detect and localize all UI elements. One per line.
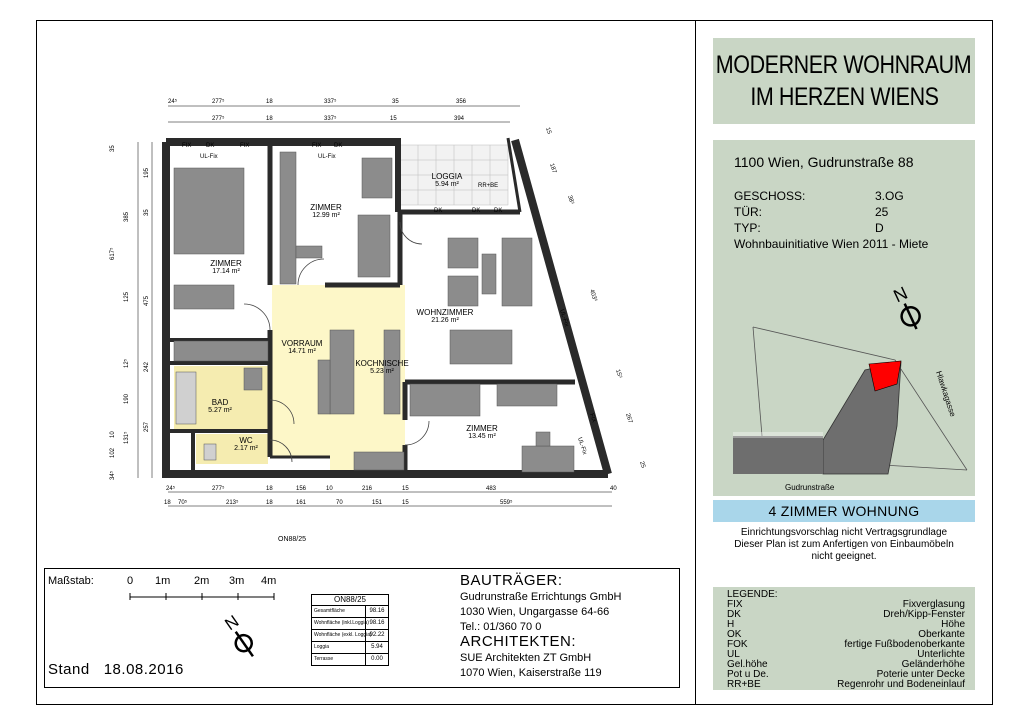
dim-label: 156 (296, 486, 307, 492)
window-label: DK (494, 208, 503, 214)
room-label-living (410, 308, 480, 324)
detail-value-type: D (875, 221, 884, 235)
dim-label: 15 (390, 116, 397, 122)
dim-label: 267 (624, 412, 633, 425)
legend-meaning: Oberkante (918, 629, 965, 640)
dim-label: 34⁵ (110, 470, 116, 480)
dim-label: 190 (124, 393, 130, 404)
address: 1100 Wien, Gudrunstraße 88 (734, 154, 914, 170)
legend-meaning: Dreh/Kipp-Fenster (883, 609, 965, 620)
dim-label: 35 (392, 99, 399, 105)
dim-label: 18 (266, 99, 273, 105)
architect-heading: ARCHITEKTEN: (460, 633, 577, 650)
dim-label: 257 (144, 421, 150, 432)
scale-tick-label: 0 (127, 575, 134, 587)
room-area: 17.14 m² (212, 268, 240, 275)
room-area: 13.45 m² (468, 433, 496, 440)
dim-label: 18 (266, 116, 273, 122)
window-label: FIX (588, 412, 597, 424)
room-area: 14.71 m² (288, 348, 316, 355)
dim-label: 337⁵ (324, 116, 337, 122)
room-label-bedroom-2 (296, 203, 356, 219)
room-label-bedroom-1 (196, 259, 256, 275)
legend-abbr: H (727, 619, 735, 630)
area-label: Terrasse (314, 656, 334, 662)
area-row (312, 642, 388, 654)
area-label: Loggia (314, 644, 330, 650)
area-label: Wohnfläche (inkl.Loggia) (314, 620, 369, 626)
window-label: DK (434, 208, 443, 214)
dim-label: 277⁵ (212, 486, 225, 492)
window-label: UL-Fix (318, 154, 336, 160)
dim-label: 10 (110, 431, 116, 438)
window-label: FIX (182, 143, 192, 149)
dim-label: 213⁵ (226, 500, 239, 506)
room-label-hall (278, 339, 326, 355)
scale-tick-label: 3m (229, 575, 245, 587)
dim-label: 15 (402, 500, 409, 506)
detail-value-floor: 3.OG (875, 189, 904, 203)
dim-label: 242 (144, 361, 150, 372)
room-area: 5.27 m² (208, 407, 232, 414)
area-row (312, 630, 388, 642)
room-name: WOHNZIMMER (416, 308, 474, 317)
area-table (311, 594, 389, 666)
title-panel (713, 38, 975, 124)
dim-label: 18 (164, 500, 171, 506)
room-label-bedroom-3 (452, 424, 512, 440)
room-name: VORRAUM (281, 339, 323, 348)
area-row (312, 606, 388, 618)
legend-meaning: fertige Fußbodenoberkante (844, 639, 965, 650)
window-label: DK (206, 143, 215, 149)
dim-label: 35 (144, 209, 150, 216)
dim-label: 24⁵ (166, 486, 176, 492)
apartment-type-banner: 4 ZIMMER WOHNUNG (713, 500, 975, 522)
legend-meaning: Unterlichte (917, 649, 965, 660)
dim-label: 559⁵ (500, 500, 513, 506)
note-line-3: nicht geeignet. (811, 551, 877, 562)
room-label-bath (202, 398, 238, 414)
title-line-2: IM HERZEN WIENS (749, 83, 939, 111)
area-row (312, 654, 388, 665)
detail-value-door: 25 (875, 205, 889, 219)
scale-tick-label: 1m (155, 575, 171, 587)
window-label: FIX (240, 143, 250, 149)
legend-abbr: FIX (727, 599, 743, 610)
dim-label: 617⁵ (110, 247, 116, 260)
room-area: 12.99 m² (312, 212, 340, 219)
window-label: DK (334, 143, 343, 149)
room-name: WC (239, 436, 253, 445)
room-name: ZIMMER (466, 424, 498, 433)
area-table-title: ON88/25 (312, 595, 388, 606)
scale-tick-label: 2m (194, 575, 210, 587)
legend-abbr: DK (727, 609, 741, 620)
note-line-2: Dieser Plan ist zum Anfertigen von Einbaumöbeln (734, 539, 954, 550)
scale-tick-label: 4m (261, 575, 277, 587)
dim-label: 483 (486, 486, 497, 492)
window-label: UL-Fix (576, 436, 588, 456)
architect-line: SUE Architekten ZT GmbH (460, 652, 592, 664)
dim-label: 35 (110, 145, 116, 152)
dim-label: 15⁵ (614, 368, 623, 380)
street-label-gudrunstrasse: Gudrunstraße (785, 483, 835, 492)
sidebar-divider (695, 20, 696, 705)
site-plan (713, 260, 975, 496)
dim-label: 151 (372, 500, 383, 506)
dim-label: 15 (544, 126, 552, 135)
room-name: ZIMMER (310, 203, 342, 212)
dim-label: 70 (336, 500, 343, 506)
area-value: 98.16 (365, 606, 388, 617)
dim-label: 38⁵ (566, 194, 575, 206)
legend-title: LEGENDE: (727, 589, 778, 600)
legend-row (727, 680, 965, 690)
dim-label: 385 (124, 211, 130, 222)
legend-abbr: Pot u De. (727, 669, 769, 680)
dim-label: 394 (454, 116, 465, 122)
window-label: DK (472, 208, 481, 214)
area-value: 0.00 (365, 654, 388, 665)
window-label: UL-Fix (558, 308, 570, 328)
legend-meaning: Höhe (941, 619, 965, 630)
legend-meaning: Poterie unter Decke (876, 669, 965, 680)
room-area: 5.23 m² (370, 368, 394, 375)
dim-label: 216 (362, 486, 373, 492)
architect-line: 1070 Wien, Kaiserstraße 119 (460, 667, 602, 679)
window-label: FIX (312, 143, 322, 149)
legend-abbr: Gel.höhe (727, 659, 768, 670)
dim-label: 25 (638, 460, 646, 469)
stand-label: Stand (48, 661, 90, 678)
scale-bar (129, 591, 277, 601)
dim-label: 161 (296, 500, 307, 506)
dim-label: 12⁵ (124, 358, 130, 368)
room-name: KOCHNISCHE (355, 359, 409, 368)
dim-label: 40 (610, 486, 617, 492)
dim-label: 18 (266, 486, 273, 492)
room-label-wc (226, 436, 266, 452)
legend-meaning: Fixverglasung (902, 599, 965, 610)
dim-label: 356 (456, 99, 467, 105)
north-arrow-icon (888, 282, 925, 333)
room-name: ZIMMER (210, 259, 242, 268)
street-label-hlawkagasse: Hlawkagasse (934, 369, 958, 418)
scale-north-label: N (221, 611, 243, 635)
dim-label: 102 (110, 447, 116, 458)
dim-label: 15 (402, 486, 409, 492)
dim-label: 403⁵ (588, 288, 598, 303)
developer-heading: BAUTRÄGER: (460, 572, 563, 589)
room-label-kitchen (352, 359, 412, 375)
north-arrow-icon (212, 605, 270, 663)
legend-meaning: Regenrohr und Bodeneinlauf (837, 679, 965, 690)
dim-label: 125 (124, 291, 130, 302)
legend-meaning: Geländerhöhe (901, 659, 965, 670)
dim-label: 70⁵ (178, 500, 188, 506)
dim-label: 24⁵ (168, 99, 178, 105)
program-line: Wohnbauinitiative Wien 2011 - Miete (734, 237, 929, 251)
disclaimer-note (713, 527, 975, 563)
legend-abbr: FOK (727, 639, 748, 650)
site-north-label: N (890, 282, 911, 307)
unit-reference: ON88/25 (278, 536, 307, 543)
room-area: 5.94 m² (435, 181, 459, 188)
legend-row (727, 610, 965, 620)
area-label: Gesamtfläche (314, 608, 345, 614)
developer-line: Tel.: 01/360 70 0 (460, 621, 542, 633)
dim-label: 277⁵ (212, 116, 225, 122)
dim-label: 131⁵ (124, 431, 130, 444)
window-label: UL-Fix (200, 154, 218, 160)
area-value: 92.22 (365, 630, 388, 641)
detail-key-floor: GESCHOSS: (734, 189, 806, 203)
room-name: LOGGIA (431, 172, 463, 181)
dim-label: 337⁵ (324, 99, 337, 105)
note-line-1: Einrichtungsvorschlag nicht Vertragsgrundlage (740, 527, 948, 538)
legend-abbr: UL (727, 649, 740, 660)
scale-label: Maßstab: (48, 575, 94, 587)
detail-key-door: TÜR: (734, 205, 762, 219)
dim-label: 195 (144, 167, 150, 178)
info-panel (713, 140, 975, 496)
legend-panel (713, 587, 975, 690)
dim-label: 18 (266, 500, 273, 506)
dim-label: 187 (548, 162, 557, 175)
room-area: 2.17 m² (234, 445, 258, 452)
legend-abbr: RR+BE (727, 679, 761, 690)
area-value: 5.94 (365, 642, 388, 653)
dim-label: 10 (326, 486, 333, 492)
legend-abbr: OK (727, 629, 742, 640)
room-label-loggia (422, 172, 472, 188)
developer-line: 1030 Wien, Ungargasse 64-66 (460, 606, 610, 618)
stand-value: 18.08.2016 (103, 661, 184, 678)
room-name: BAD (211, 398, 229, 407)
window-label: RR+BE (478, 183, 499, 189)
dim-label: 475 (144, 295, 150, 306)
detail-key-type: TYP: (734, 221, 761, 235)
dim-label: 277⁵ (212, 99, 225, 105)
stand-date (48, 661, 184, 678)
room-area: 21.26 m² (431, 317, 459, 324)
title-line-1: MODERNER WOHNRAUM (716, 51, 972, 79)
area-value: 98.16 (365, 618, 388, 629)
developer-line: Gudrunstraße Errichtungs GmbH (460, 591, 622, 603)
area-label: Wohnfläche (exkl. Loggia) (314, 632, 372, 638)
area-row (312, 618, 388, 630)
